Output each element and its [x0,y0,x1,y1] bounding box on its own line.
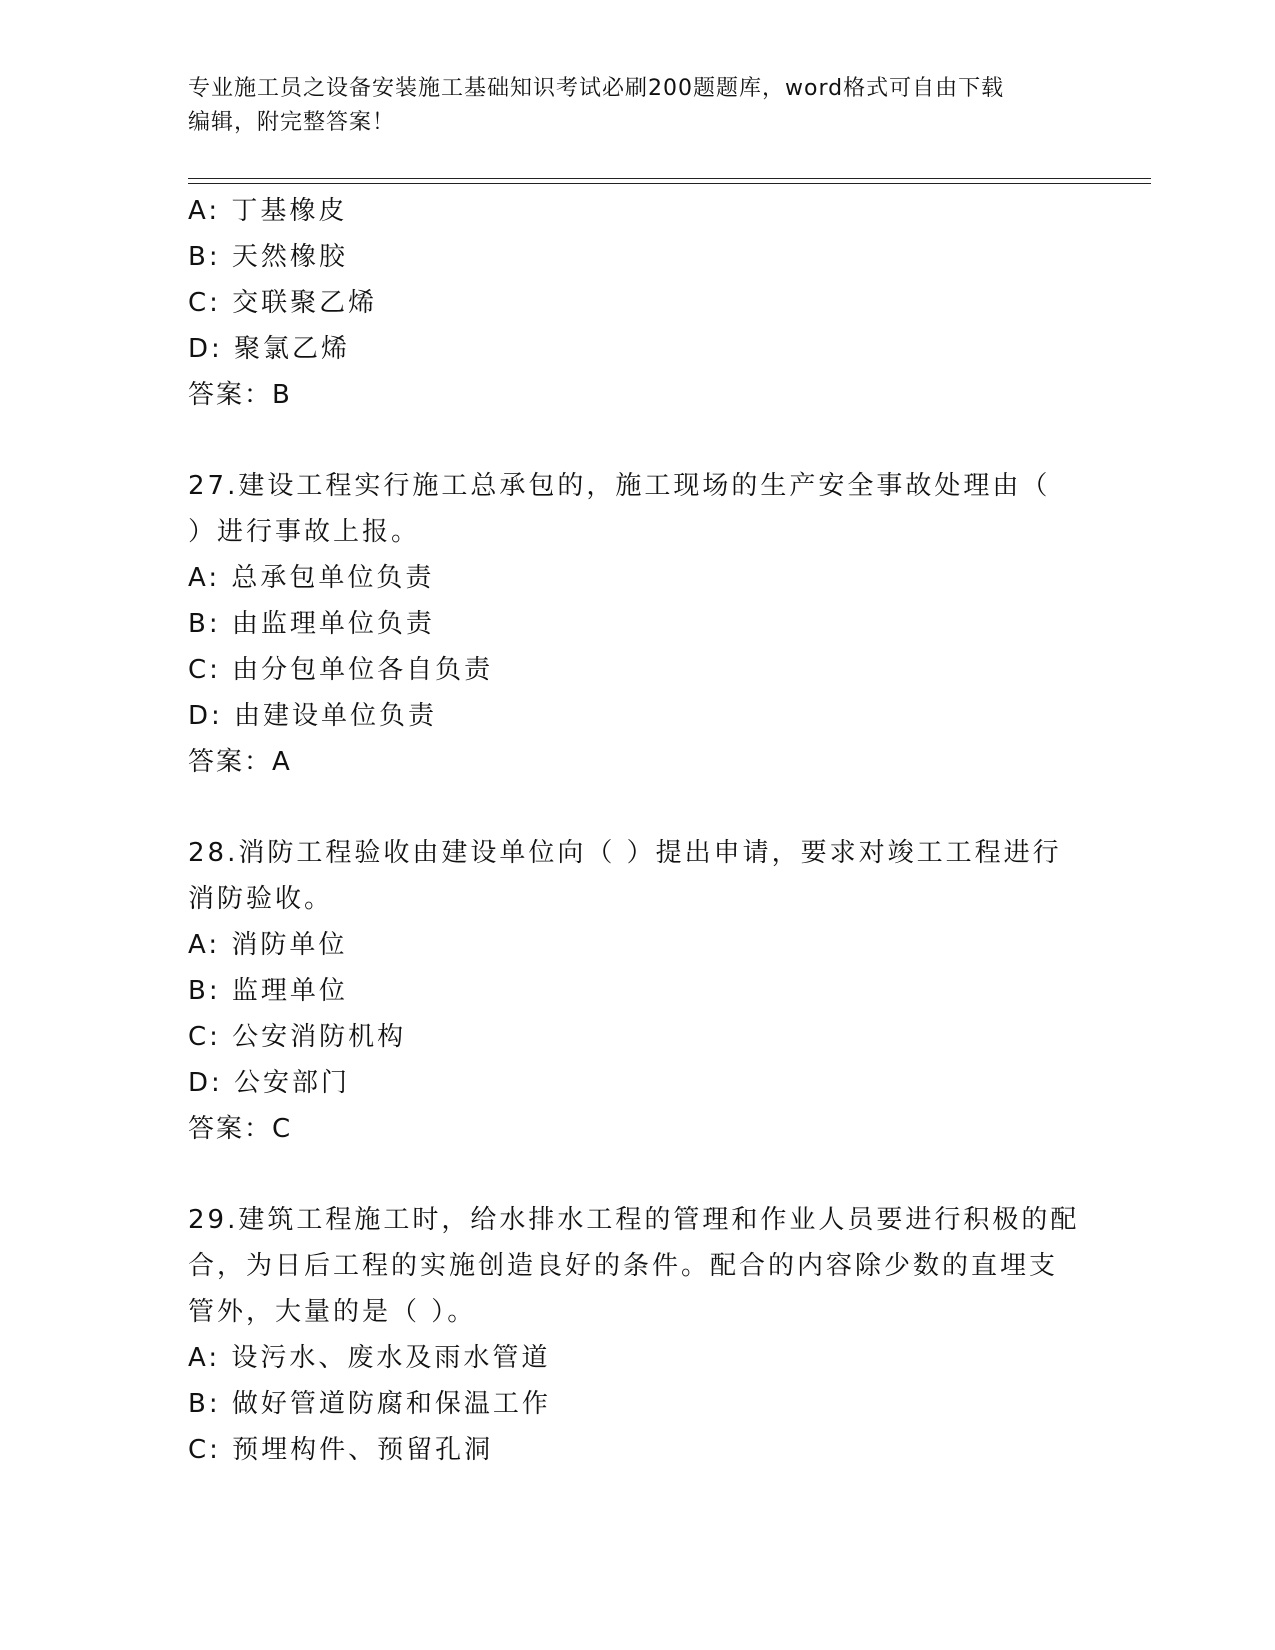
document-body [188,188,1088,1473]
answer-line: 答案：B [188,380,292,410]
header-title-line-1: 专业施工员之设备安装施工基础知识考试必刷200题题库，word格式可自由下载 [188,76,1005,101]
option-d: D: 聚氯乙烯 [188,334,351,364]
question-text: 27.建设工程实行施工总承包的，施工现场的生产安全事故处理由（ [188,471,1051,501]
spacer [188,785,1088,830]
option-b: B: 由监理单位负责 [188,609,435,639]
document-header [188,72,1088,140]
header-divider-top [188,178,1151,179]
option-a: A: 总承包单位负责 [188,563,435,593]
option-c: C: 由分包单位各自负责 [188,655,494,685]
option-c: C: 公安消防机构 [188,1022,407,1052]
question-text: 29.建筑工程施工时，给水排水工程的管理和作业人员要进行积极的配 [188,1205,1080,1235]
answer-line: 答案：C [188,1114,293,1144]
option-b: B: 监理单位 [188,976,348,1006]
header-title-line-2: 编辑，附完整答案！ [188,110,396,135]
question-text: 管外，大量的是（ ）。 [188,1297,477,1327]
question-28 [188,830,1088,1152]
question-text: ）进行事故上报。 [188,517,421,547]
option-a: A: 消防单位 [188,930,348,960]
header-divider-bottom [188,183,1151,184]
question-27 [188,463,1088,785]
question-text: 消防验收。 [188,884,334,914]
spacer [188,418,1088,463]
answer-line: 答案：A [188,747,292,777]
spacer [188,1152,1088,1197]
question-text: 28.消防工程验收由建设单位向（ ）提出申请，要求对竣工工程进行 [188,838,1062,868]
option-a: A: 设污水、废水及雨水管道 [188,1343,551,1373]
question-text: 合，为日后工程的实施创造良好的条件。配合的内容除少数的直埋支 [188,1251,1059,1281]
question-29 [188,1197,1088,1473]
option-d: D: 由建设单位负责 [188,701,438,731]
option-c: C: 预埋构件、预留孔洞 [188,1435,494,1465]
option-b: B: 天然橡胶 [188,242,348,272]
question-26-tail [188,188,1088,418]
option-b: B: 做好管道防腐和保温工作 [188,1389,551,1419]
option-c: C: 交联聚乙烯 [188,288,378,318]
option-a: A: 丁基橡皮 [188,196,348,226]
option-d: D: 公安部门 [188,1068,351,1098]
